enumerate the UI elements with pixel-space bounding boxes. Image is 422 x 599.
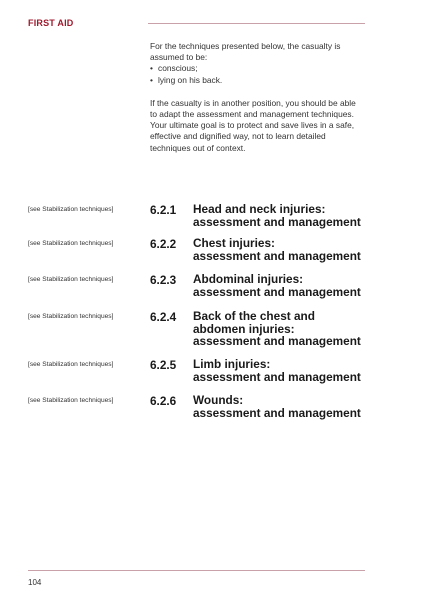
section-title	[193, 358, 368, 383]
see-reference: [see Stabilization techniques]	[28, 361, 114, 368]
section-title	[193, 310, 368, 348]
section-number: 6.2.3	[150, 273, 177, 287]
see-reference: [see Stabilization techniques]	[28, 276, 114, 283]
page-number: 104	[28, 578, 42, 587]
section-number: 6.2.1	[150, 203, 177, 217]
see-reference: [see Stabilization techniques]	[28, 397, 114, 404]
section-title	[193, 203, 368, 228]
section-title-line: Wounds:	[193, 393, 244, 407]
intro-bullet: • conscious;	[150, 63, 365, 74]
intro-lead: For the techniques presented below, the casualty is assumed to be:	[150, 41, 341, 63]
section-title-line: Limb injuries:	[193, 357, 271, 371]
intro-paragraph: If the casualty is in another position, you should be able to adapt the assessment and management techniques. Your ultimate goal is to protect and save lives in a safe, effective and dignified way, not to learn detailed techniques out of context.	[150, 97, 356, 153]
section-number: 6.2.4	[150, 310, 177, 324]
see-reference: [see Stabilization techniques]	[28, 313, 114, 320]
see-reference: [see Stabilization techniques]	[28, 240, 114, 247]
section-title	[193, 394, 368, 419]
section-title-line: assessment and management	[193, 214, 361, 229]
section-title-line: Head and neck injuries:	[193, 202, 326, 216]
header-label: FIRST AID	[28, 18, 74, 28]
intro-bullet: • lying on his back.	[150, 75, 365, 86]
section-title-line: Abdominal injuries:	[193, 272, 304, 286]
header-rule	[148, 23, 365, 24]
section-title-line: assessment and management	[193, 284, 361, 299]
section-number: 6.2.2	[150, 237, 177, 251]
section-title-line: assessment and management	[193, 334, 361, 349]
intro-text	[150, 41, 365, 154]
section-title	[193, 273, 368, 298]
section-number: 6.2.5	[150, 358, 177, 372]
section-title	[193, 237, 368, 262]
section-title-line: assessment and management	[193, 405, 361, 420]
section-title-line: Chest injuries:	[193, 236, 275, 250]
section-title-line: assessment and management	[193, 369, 361, 384]
section-number: 6.2.6	[150, 394, 177, 408]
section-title-line: assessment and management	[193, 248, 361, 263]
footer-rule	[28, 570, 365, 571]
section-title-line: Back of the chest and	[193, 309, 315, 323]
section-title-line: abdomen injuries:	[193, 321, 295, 336]
see-reference: [see Stabilization techniques]	[28, 206, 114, 213]
intro-bullet-list	[150, 63, 365, 85]
